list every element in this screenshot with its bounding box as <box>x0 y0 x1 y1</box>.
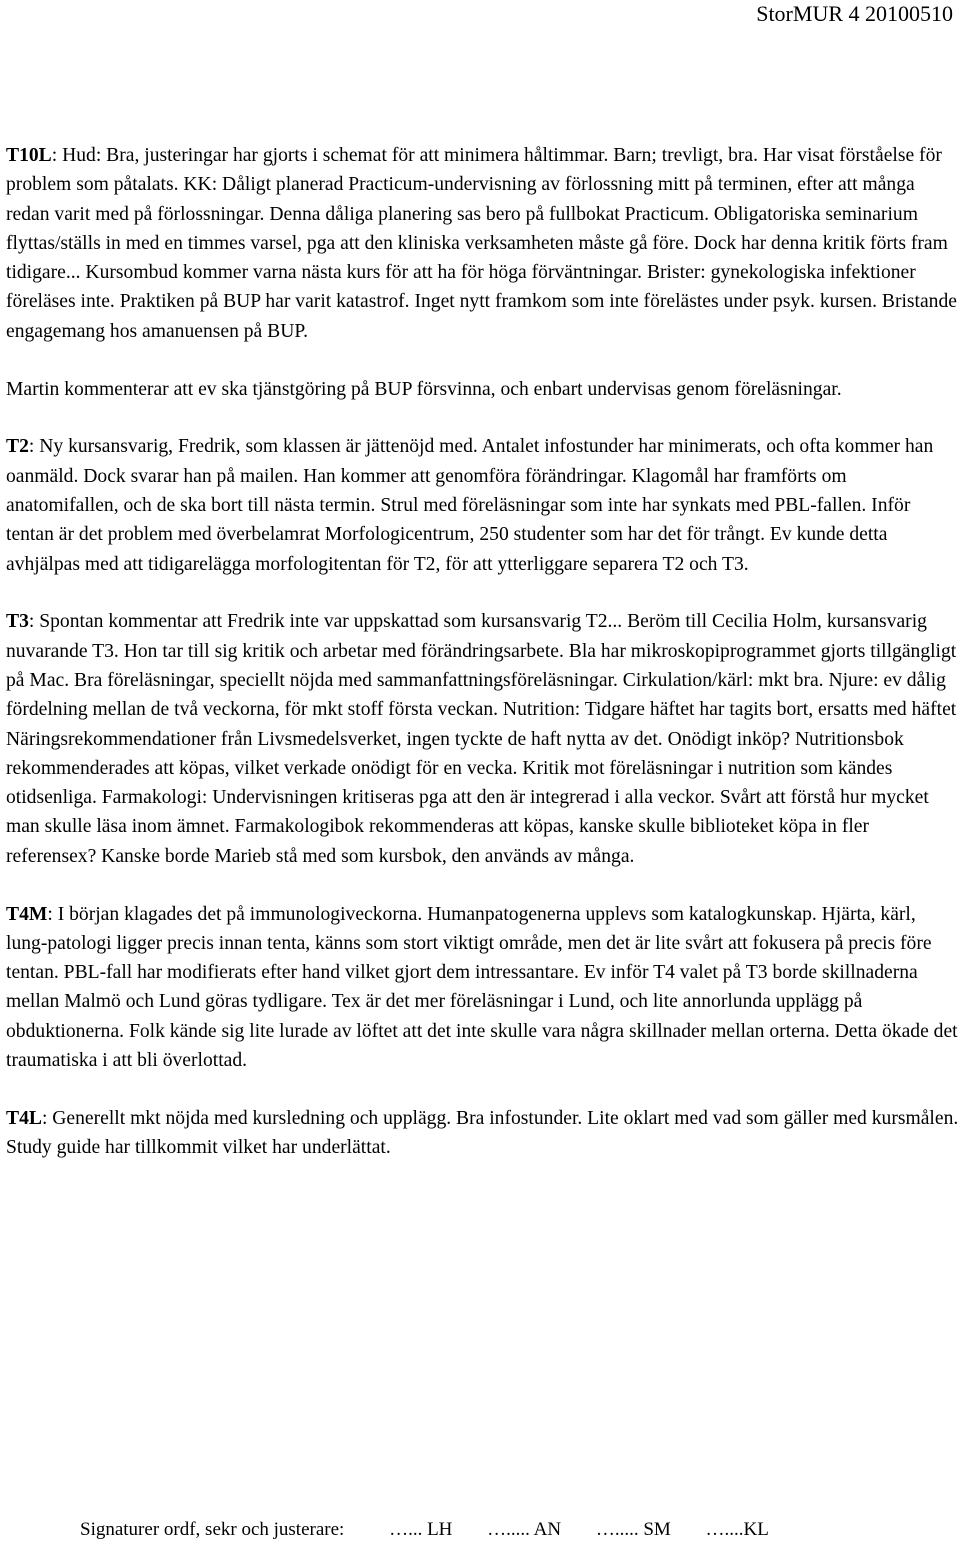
signature-lh: …... LH <box>389 1519 453 1540</box>
paragraph-text: : I början klagades det på immunologiveckorna. Humanpatogenerna upplevs som katalogkunskap. Hjärta, kärl, lung-patologi ligger precis innan tenta, känns som stort viktigt område, men det är lite svårt att fokusera på precis före tentan. PBL-fall har modifierats efter hand vilket gjort dem intressantare. Ev inför T4 valet på T3 borde skillnaderna mellan Malmö och Lund göras tydligare. Tex är det mer föreläsningar i Lund, och lite annorlunda upplägg på obduktionerna. Folk kände sig lite lurade av löftet att det inte skulle vara några skillnader mellan orterna. Detta ökade det traumatiska i att bli överlottad. <box>6 903 958 1072</box>
paragraph-t10l <box>6 141 960 346</box>
paragraph-martin-comment <box>6 375 960 404</box>
signature-label: Signaturer ordf, sekr och justerare: <box>80 1519 345 1540</box>
paragraph-t4l <box>6 1104 960 1163</box>
paragraph-text: : Hud: Bra, justeringar har gjorts i schemat för att minimera håltimmar. Barn; trevligt, bra. Har visat förståelse för problem som påtalats. KK: Dåligt planerad Practicum-undervisning av förlossning mitt på terminen, efter att många redan varit med på förlossningar. Denna dåliga planering sas bero på fullbokat Practicum. Obligatoriska seminarium flyttas/ställs in med en timmes varsel, pga att den kliniska verksamheten måste gå före. Dock har denna kritik förts fram tidigare... Kursombud kommer varna nästa kurs för att ha för höga förväntningar. Brister: gynekologiska infektioner föreläses inte. Praktiken på BUP har varit katastrof. Inget nytt framkom som inte förelästes under psyk. kursen. Bristande engagemang hos amanuensen på BUP. <box>6 145 957 342</box>
paragraph-t4m <box>6 900 960 1076</box>
term-code: T3 <box>6 611 29 633</box>
paragraph-t3 <box>6 607 960 871</box>
paragraph-text: : Ny kursansvarig, Fredrik, som klassen är jättenöjd med. Antalet infostunder har minimerats, och ofta kommer han oanmäld. Dock svarar han på mailen. Han kommer att genomföra förändringar. Klagomål har framförts om anatomifallen, och de ska bort till nästa termin. Strul med föreläsningar som inte har synkats med PBL-fallen. Inför tentan är det problem med överbelamrat Morfologicentrum, 250 studenter som har det för trångt. Ev kunde detta avhjälpas med att tidigarelägga morfologitentan för T2, för att ytterliggare separera T2 och T3. <box>6 436 934 575</box>
term-code: T4M <box>6 903 48 925</box>
document-body <box>6 141 960 1191</box>
signature-sm: …..... SM <box>595 1519 671 1540</box>
term-code: T4L <box>6 1107 42 1129</box>
term-code: T2 <box>6 436 29 458</box>
paragraph-text: : Generellt mkt nöjda med kursledning och upplägg. Bra infostunder. Lite oklart med vad som gäller med kursmålen. Study guide har tillkommit vilket har underlättat. <box>6 1107 959 1159</box>
paragraph-t2 <box>6 432 960 578</box>
signature-kl: …....KL <box>705 1519 769 1540</box>
term-code: T10L <box>6 145 52 166</box>
signature-an: …..... AN <box>487 1519 562 1540</box>
paragraph-text: : Spontan kommentar att Fredrik inte var uppskattad som kursansvarig T2... Beröm till Cecilia Holm, kursansvarig nuvarande T3. Hon tar till sig kritik och arbetar med förändringsarbete. Bla har mikroskopiprogrammet gjorts tillgängligt på Mac. Bra föreläsningar, speciellt nöjda med sammanfattningsföreläsningar. Cirkulation/kärl: mkt bra. Njure: ev dålig fördelning mellan de två veckorna, för mkt stoff första veckan. Nutrition: Tidgare häftet har tagits bort, ersatts med häftet Näringsrekommendationer från Livsmedelsverket, ingen tyckte de haft nytta av det. Onödigt inköp? Nutritionsbok rekommenderades att köpas, vilket verkade onödigt för en vecka. Kritik mot föreläsningar i nutrition som kändes otidsenliga. Farmakologi: Undervisningen kritiseras pga att den är integrerad i alla veckor. Svårt att förstå hur mycket man skulle läsa inom ämnet. Farmakologibok rekommenderas att köpas, kanske skulle biblioteket köpa in fler referensex? Kanske borde Marieb stå med som kursbok, den används av många. <box>6 611 957 867</box>
page-header: StorMUR 4 20100510 <box>756 1 953 26</box>
signature-footer <box>80 1516 769 1544</box>
paragraph-text: Martin kommenterar att ev ska tjänstgöring på BUP försvinna, och enbart undervisas genom föreläsningar. <box>6 378 842 400</box>
